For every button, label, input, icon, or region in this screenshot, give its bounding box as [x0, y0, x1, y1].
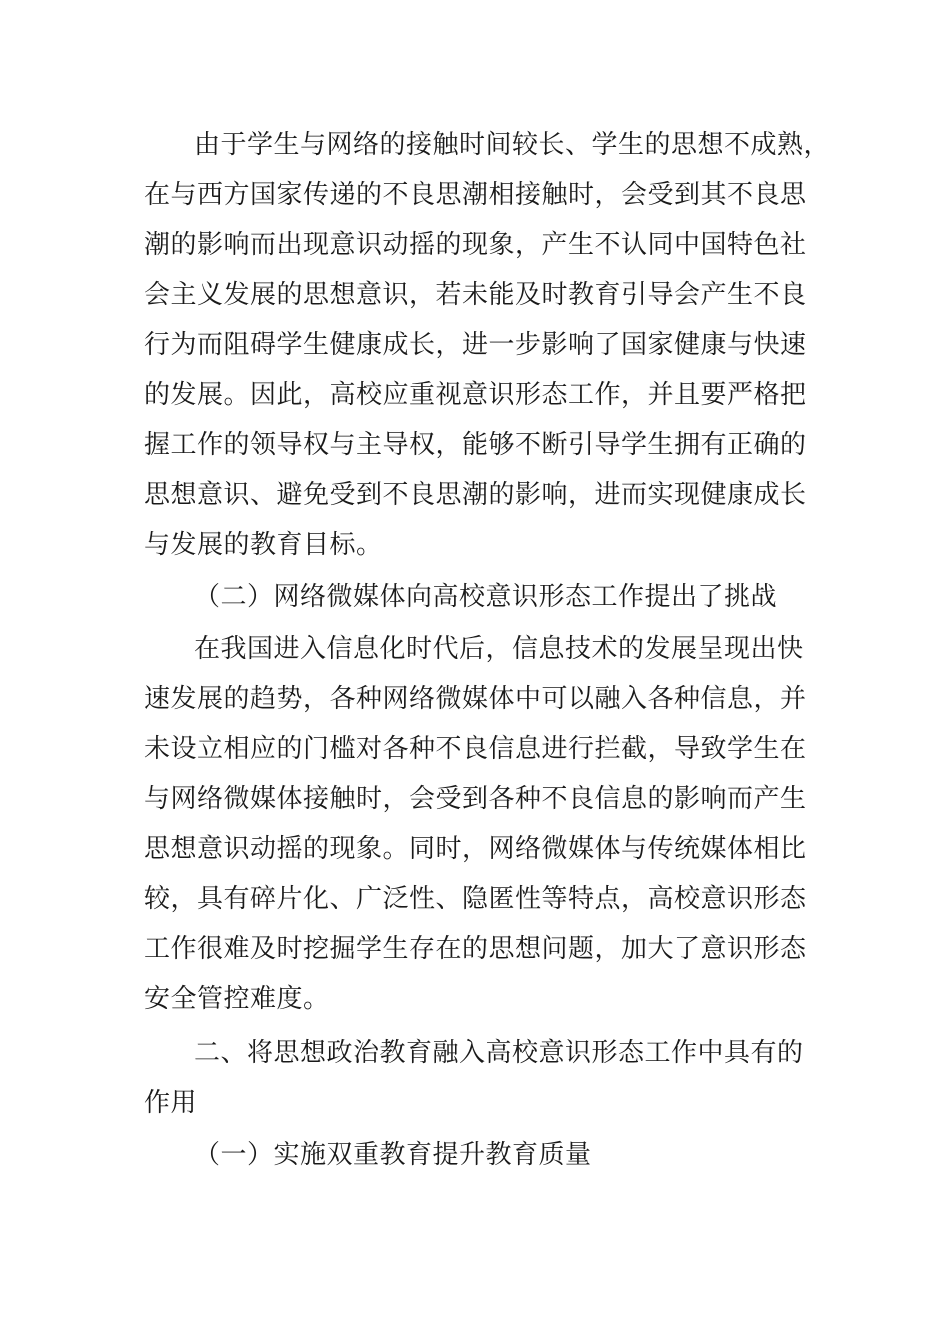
paragraph-2-line: 与网络微媒体接触时，会受到各种不良信息的影响而产生 [144, 784, 807, 814]
paragraph-2-line: 思想意识动摇的现象。同时，网络微媒体与传统媒体相比 [144, 834, 807, 864]
paragraph-1-line: 由于学生与网络的接触时间较长、学生的思想不成熟， [194, 130, 831, 160]
paragraph-1-line: 与发展的教育目标。 [144, 530, 383, 560]
section-title-line: 二、将思想政治教育融入高校意识形态工作中具有的 [194, 1038, 804, 1068]
paragraph-2-line: 速发展的趋势，各种网络微媒体中可以融入各种信息，并 [144, 684, 807, 714]
paragraph-2-line: 较，具有碎片化、广泛性、隐匿性等特点，高校意识形态 [144, 884, 807, 914]
paragraph-1-line: 握工作的领导权与主导权，能够不断引导学生拥有正确的 [144, 430, 807, 460]
subheading-1: （一）实施双重教育提升教育质量 [194, 1140, 592, 1170]
paragraph-2-line: 安全管控难度。 [144, 984, 330, 1014]
paragraph-2-line: 未设立相应的门槛对各种不良信息进行拦截，导致学生在 [144, 734, 807, 764]
subheading-2: （二）网络微媒体向高校意识形态工作提出了挑战 [194, 582, 778, 612]
section-title-line: 作用 [144, 1088, 198, 1118]
paragraph-1-line: 会主义发展的思想意识，若未能及时教育引导会产生不良 [144, 280, 807, 310]
paragraph-2-line: 工作很难及时挖掘学生存在的思想问题，加大了意识形态 [144, 934, 807, 964]
paragraph-1-line: 的发展。因此，高校应重视意识形态工作，并且要严格把 [144, 380, 807, 410]
paragraph-1-line: 思想意识、避免受到不良思潮的影响，进而实现健康成长 [144, 480, 807, 510]
paragraph-1-line: 在与西方国家传递的不良思潮相接触时，会受到其不良思 [144, 180, 807, 210]
paragraph-2-line: 在我国进入信息化时代后，信息技术的发展呈现出快 [194, 634, 804, 664]
paragraph-1-line: 行为而阻碍学生健康成长，进一步影响了国家健康与快速 [144, 330, 807, 360]
paragraph-1-line: 潮的影响而出现意识动摇的现象，产生不认同中国特色社 [144, 230, 807, 260]
